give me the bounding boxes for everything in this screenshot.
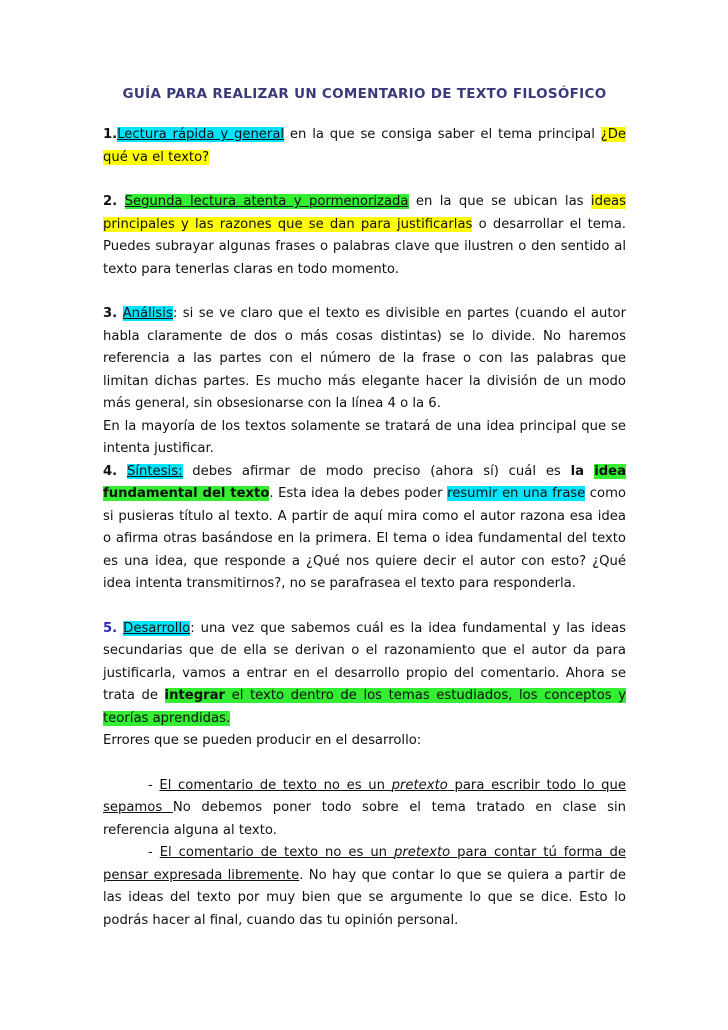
error-item — [103, 775, 626, 843]
section-5-heading: Desarrollo — [123, 620, 191, 636]
section-4-highlight-1: idea fundamental del texto — [103, 463, 627, 501]
section-3-number: 3. — [103, 306, 118, 321]
error-underline-2: para escribir todo lo que sepamos — [103, 777, 627, 815]
section-2-highlight: ideas principales y las razones que se dan para justificarlas — [103, 194, 627, 232]
section-1-text: en la que se consiga saber el tema principal — [284, 127, 601, 142]
error-dash: - — [148, 777, 160, 793]
error-item — [103, 842, 626, 932]
section-5-text-1: : una vez que sabemos cuál es la idea fundamental y las ideas secundarias que de ella se derivan o el razonamiento que el autor da para justificarla, vamos a entrar en el desarrollo propio del comentario. Ahora se trata de — [103, 620, 626, 703]
error-underline-2: para contar tú forma de pensar expresada libremente — [103, 845, 627, 883]
section-1-number: 1. — [103, 127, 118, 142]
section-1-heading: Lectura rápida y general — [117, 127, 285, 142]
section-4-text-2: . Esta idea la debes poder — [269, 486, 448, 501]
section-1 — [103, 124, 626, 169]
error-dash: - — [148, 845, 160, 860]
error-rest: No debemos poner todo sobre el tema tratado en clase sin referencia alguna al texto. — [103, 800, 626, 838]
section-5-highlight-bold: integrar — [164, 688, 226, 703]
section-5 — [103, 618, 626, 731]
error-underline-1: El comentario de texto no es un — [159, 845, 394, 860]
section-2-text-2: o desarrollar el tema. Puedes subrayar algunas frases o palabras clave que ilustren o den sentido al texto para tenerlas claras en todo momento. — [103, 216, 626, 277]
document-title: GUÍA PARA REALIZAR UN COMENTARIO DE TEXTO FILOSÓFICO — [122, 86, 607, 102]
section-3-paragraph-2: En la mayoría de los textos solamente se tratará de una idea principal que se intenta justificar. — [103, 418, 626, 456]
error-italic: pretexto — [393, 845, 451, 860]
section-3-heading: Análisis — [122, 306, 173, 321]
section-2-heading: Segunda lectura atenta y pormenorizada — [124, 194, 409, 209]
section-1-question: ¿De qué va el texto? — [103, 127, 626, 165]
error-rest: . No hay que contar lo que se quiera a partir de las ideas del texto por muy bien que se argumente lo que se dice. Esto lo podrás hacer al final, cuando das tu opinión personal. — [103, 867, 627, 928]
section-4-highlight-2: resumir en una frase — [447, 486, 586, 501]
error-italic: pretexto — [391, 777, 448, 793]
section-4-number: 4. — [103, 463, 118, 479]
section-4-heading: Síntesis: — [126, 463, 183, 479]
document-page — [103, 86, 626, 932]
section-4-text-1: debes afirmar de modo preciso (ahora sí) cuál es — [182, 463, 571, 479]
section-4-text-3: como si pusieras título al texto. A partir de aquí mira como el autor razona esa idea o afirma otras basándose en la primera. El tema o idea fundamental del texto es una idea, que responde a ¿Qué nos quiere decir el autor con esto? ¿Qué idea intenta transmitirnos?, no se parafrasea el texto para responderla. — [103, 486, 626, 591]
section-3-text: : si se ve claro que el texto es divisible en partes (cuando el autor habla claramente de dos o más cosas distintas) se lo divide. No haremos referencia a las partes con el número de la frase o con las palabras que limitan dichas partes. Es mucho más elegante hacer la división de un modo más general, sin obsesionarse con la línea 4 o la 6. — [103, 306, 626, 411]
section-4-bold: la — [570, 463, 595, 479]
section-4 — [103, 461, 626, 596]
section-3 — [103, 303, 626, 416]
section-5-number: 5. — [103, 620, 118, 636]
section-5-highlight: el texto dentro de los temas estudiados, los conceptos y teorías aprendidas. — [103, 688, 627, 726]
section-2-text-1: en la que se ubican las — [408, 194, 591, 209]
error-underline-1: El comentario de texto no es un — [159, 777, 392, 793]
section-5-paragraph-2: Errores que se pueden producir en el desarrollo: — [103, 733, 422, 748]
section-2-number: 2. — [103, 194, 118, 209]
section-2 — [103, 191, 626, 281]
